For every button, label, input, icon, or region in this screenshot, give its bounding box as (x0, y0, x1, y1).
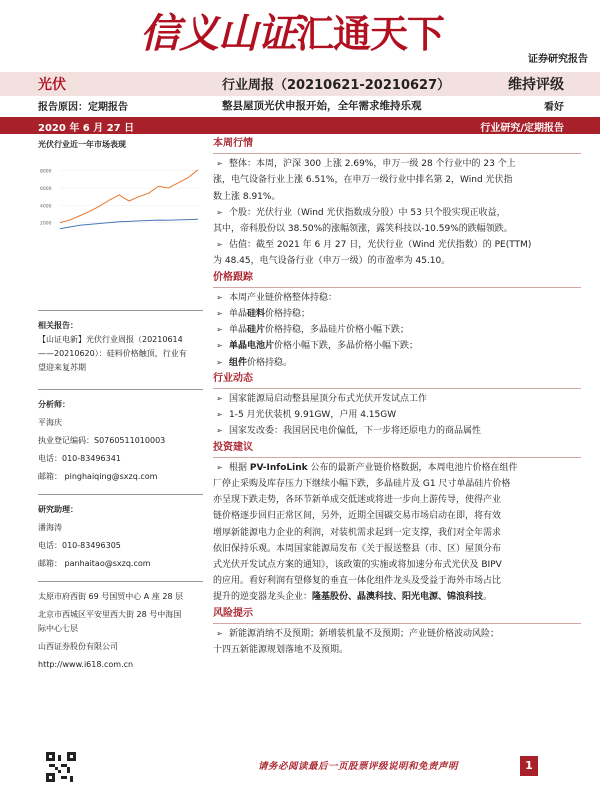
disclaimer: 请务必阅读最后一页股票评级说明和免责声明 (258, 761, 459, 772)
section-industry-news: 行业动态 (213, 371, 581, 389)
text-line: 亦呈现下跌走势，各环节新单成交低迷或将进一步向上游传导，使得产业 (213, 495, 502, 506)
report-subtitle: 整县屋顶光伏申报开始，全年需求维持乐观 (222, 100, 422, 112)
price-item (213, 338, 581, 354)
sidebar (38, 138, 203, 672)
investment-advice (213, 460, 581, 606)
analyst-label: 分析师： (38, 400, 70, 409)
text-line: 链价格逐步回归正常区间，另外，近期全国碳交易市场启动在即，将有效 (213, 511, 502, 522)
text-line: 的应用。看好利润有望修复的垂直一体化组件龙头及受益于海外市场占比 (213, 576, 502, 587)
price-keyword: 组件 (229, 357, 248, 368)
divider (38, 310, 203, 311)
text-span: 提升的逆变器龙头企业： (213, 592, 313, 603)
news-item: ➢ 国家发改委：我国居民电价偏低，下一步将还原电力的商品属性 (213, 423, 581, 439)
text-line: 涨，电气设备行业上涨 6.51%，在申万一级行业中排名第 2，Wind 光伏指 (213, 175, 513, 186)
text-line: 式光伏开发试点方案的通知》，该政策的实施或将加速分布式光伏及 BIPV (213, 560, 502, 571)
text-line: ➢ 整体：本周，沪深 300 上涨 2.69%，申万一级 28 个行业中的 23 个上 (229, 159, 516, 170)
text-span: 。 (483, 592, 493, 603)
y-tick-label: 4000 (40, 204, 52, 210)
source-name: PV-InfoLink (249, 462, 308, 473)
assistant-label: 研究助理： (38, 505, 78, 514)
analyst-name: 平海庆 (38, 418, 62, 427)
page-number: 1 (520, 756, 538, 776)
related-reports (38, 319, 203, 375)
market-chart (38, 154, 203, 246)
price-item (213, 306, 581, 322)
price-keyword: 单晶电池片 (229, 341, 275, 352)
analyst-phone: 电话：010-83496341 (38, 454, 121, 463)
main-content (213, 136, 581, 658)
news-item: ➢ 国家能源局启动整县屋顶分布式光伏开发试点工作 (213, 391, 581, 407)
report-title: 行业周报（20210621-20210627） (222, 78, 451, 93)
divider (38, 494, 203, 495)
related-label: 相关报告： (38, 321, 78, 330)
price-keyword: 硅料 (247, 309, 266, 320)
report-date: 2020 年 6 月 27 日 (38, 123, 135, 134)
price-item (213, 290, 581, 306)
text-line: 为 48.45，电气设备行业（申万一级）的市盈率为 45.10。 (213, 256, 451, 267)
price-item (213, 355, 581, 371)
analyst-email[interactable]: 邮箱： pinghaiqing@sxzq.com (38, 472, 158, 481)
assistant-phone: 电话：010-83496305 (38, 541, 121, 550)
address-1: 太原市府西街 69 号国贸中心 A 座 28 层 (38, 592, 184, 601)
analyst-block (38, 398, 203, 484)
series-line (60, 170, 198, 223)
divider (38, 581, 203, 582)
report-reason: 报告原因：定期报告 (38, 102, 128, 113)
recommended-stocks: 隆基股份、晶澳科技、阳光电源、锦浪科技 (312, 592, 484, 603)
address-3: 际中心七层 (38, 624, 78, 633)
y-tick-label: 8000 (40, 169, 52, 175)
risk-item (213, 626, 581, 658)
address-2: 北京市西城区平安里西大街 28 号中海国 (38, 610, 182, 619)
logo-part1: 信义山证 (140, 10, 296, 57)
section-investment-advice: 投资建议 (213, 440, 581, 458)
text-line: ➢ 估值：截至 2021 年 6 月 27 日，光伏行业（Wind 光伏指数）的 PE(TTM) (229, 240, 532, 251)
text-span: 价格持稳； (265, 309, 311, 320)
section-weekly-market: 本周行情 (213, 136, 581, 154)
text-span: 价格小幅下跌，多晶价格小幅下跌； (274, 341, 419, 352)
text-line: 数上涨 8.91%。 (213, 191, 281, 202)
text-line: ➢ 根据 PV-InfoLink 公布的最新产业链价格数据，本周电池片价格在组件 (229, 462, 518, 473)
price-item (213, 322, 581, 338)
section-risk: 风险提示 (213, 606, 581, 624)
text-line: 十四五新能源规划落地不及预期。 (213, 645, 349, 656)
company-website[interactable]: http://www.i618.com.cn (38, 660, 134, 669)
market-overall (213, 156, 581, 205)
logo-part2: 汇通天下 (296, 11, 445, 56)
divider (38, 389, 203, 390)
text-line: 其中，帝科股份以 38.50%的涨幅领涨，露笑科技以-10.59%的跌幅领跌。 (213, 224, 513, 235)
chart-title: 光伏行业近一年市场表现 (38, 140, 126, 149)
market-valuation (213, 237, 581, 269)
text-span: 本周产业链价格整体持稳： (229, 292, 338, 303)
assistant-block (38, 503, 203, 571)
first-line-rest: 公布的最新产业链价格数据，本周电池片价格在组件 (307, 462, 518, 473)
qr-code-icon (46, 752, 76, 782)
analyst-cert: 执业登记编码：S0760511010003 (38, 436, 166, 445)
sector-name: 光伏 (38, 77, 66, 93)
chart-svg (38, 154, 203, 246)
text-line: 依旧保持乐观。本周国家能源局发布《关于报送整县（市、区）屋顶分布 (213, 543, 502, 554)
text-line (213, 589, 581, 605)
series-line (60, 219, 198, 229)
text-line: 厂停止采购及库存压力下继续小幅下跌，多晶硅片及 G1 尺寸单晶硅片价格 (213, 479, 511, 490)
company-logo (140, 2, 444, 59)
section-price-tracking: 价格跟踪 (213, 270, 581, 288)
text-span: 单晶 (229, 309, 248, 320)
assistant-name: 潘海涛 (38, 523, 62, 532)
price-list (213, 290, 581, 371)
text-span: 价格持稳，多晶硅片价格小幅下跌； (265, 325, 410, 336)
assistant-email[interactable]: 邮箱： panhaitao@sxzq.com (38, 559, 151, 568)
address-block (38, 590, 203, 672)
text-line: ➢ 个股：光伏行业（Wind 光伏指数成分股）中 53 只个股实现正收益， (229, 207, 506, 218)
text-line: ➢ 新能源消纳不及预期；新增装机量不及预期；产业链价格波动风险； (229, 628, 500, 639)
rating-label: 维持评级 (508, 77, 564, 93)
related-line-3: 望迎来复苏期 (38, 363, 86, 372)
y-tick-label: 6000 (40, 187, 52, 192)
news-item: ➢ 1-5 月光伏装机 9.91GW，户用 4.15GW (213, 407, 581, 423)
related-link[interactable] (38, 333, 203, 375)
related-line-2: ——20210620）：硅料价格触顶，行业有 (38, 349, 187, 358)
rating-value: 看好 (544, 102, 564, 113)
price-keyword: 硅片 (247, 325, 266, 336)
company-name: 山西证券股份有限公司 (38, 642, 118, 651)
text-line: 增厚新能源电力企业的利润，对装机需求起到一定支撑，我们对全年需求 (213, 527, 502, 538)
y-tick-label: 2000 (40, 221, 52, 227)
report-type: 证券研究报告 (528, 54, 588, 65)
market-stocks (213, 205, 581, 237)
related-line-1: 【山证电新】光伏行业周报（20210614 (38, 335, 183, 344)
banner (0, 0, 600, 72)
report-category: 行业研究/定期报告 (480, 123, 564, 134)
text-span: 价格持稳。 (247, 357, 293, 368)
text-span: 单晶 (229, 325, 248, 336)
